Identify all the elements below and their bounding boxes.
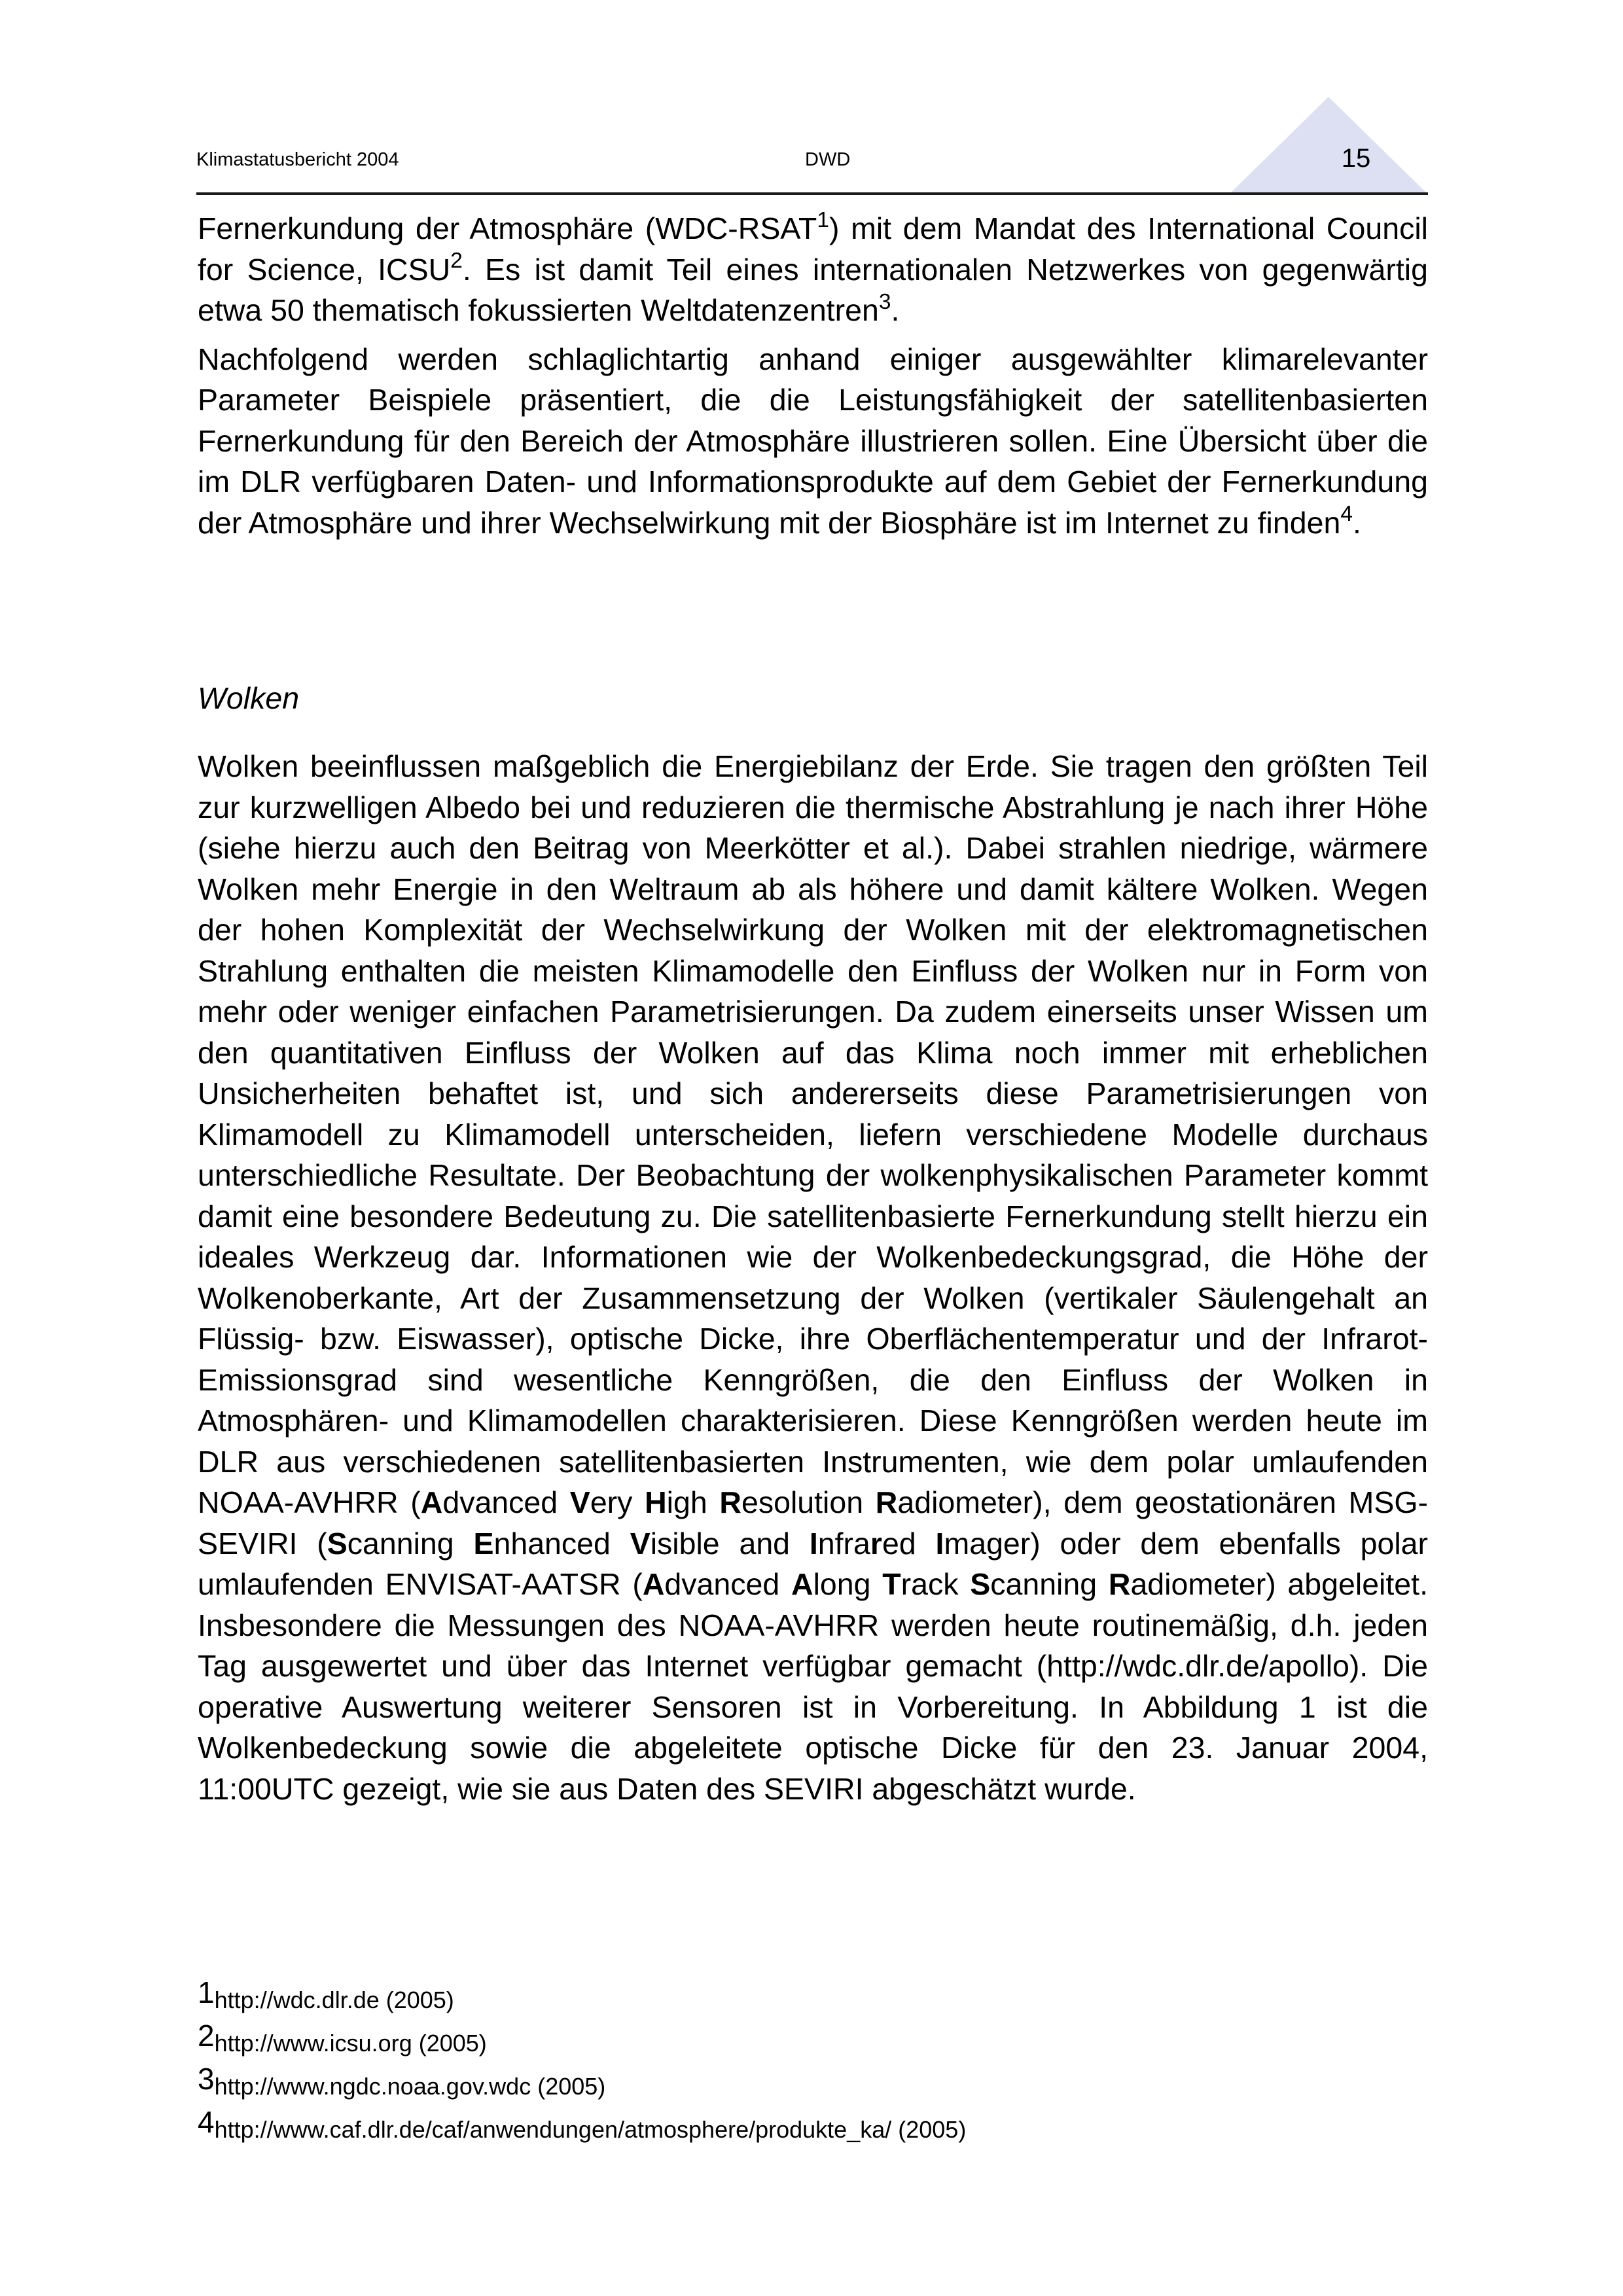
- acronym-letter: r: [870, 1526, 883, 1561]
- footnote-ref-1: 1: [817, 207, 829, 232]
- footnote-link[interactable]: http://www.icsu.org (2005): [214, 2030, 487, 2057]
- text-run: nfra: [817, 1526, 870, 1561]
- text-run: Fernerkundung der Atmosphäre (WDC-RSAT: [198, 211, 817, 245]
- acronym-letter: R: [719, 1485, 741, 1519]
- section-paragraph: [198, 746, 1428, 1809]
- footnote-1: [198, 1977, 1428, 2021]
- acronym-letter: I: [809, 1526, 818, 1561]
- acronym-letter: R: [875, 1485, 898, 1519]
- text-run: dvanced: [664, 1567, 791, 1601]
- text-run: canning: [990, 1567, 1109, 1601]
- text-run: rack: [901, 1567, 971, 1601]
- header-rule: [196, 192, 1428, 195]
- intro-paragraph-2: [198, 339, 1428, 544]
- acronym-letter: S: [327, 1526, 348, 1561]
- text-run: adiometer), dem geostationären MSG-SEVIRI (: [198, 1485, 1429, 1561]
- triangle-shape: [1229, 97, 1428, 194]
- text-run: ) mit dem Mandat des International Council for Science, ICSU: [198, 211, 1428, 287]
- text-run: adiometer) abgeleitet. Insbesondere die Messungen des NOAA-AVHRR werden heute routinemäßig, d.h. jeden Tag ausgewertet und über das Internet verfügbar gemacht (http://wdc.dlr.de/apollo). Die operative Auswertung weiterer Sensoren ist in Vorbereitung. In Abbildung 1 ist die Wolkenbedeckung sowie die abgeleitete optische Dicke für den 23. Januar 2004, 11:00UTC gezeigt, wie sie aus Daten des SEVIRI abgeschätzt wurde.: [198, 1567, 1429, 1806]
- footnote-ref-3: 3: [878, 289, 891, 314]
- page-header: [196, 131, 1428, 195]
- acronym-letter: V: [630, 1526, 651, 1561]
- text-run: Nachfolgend werden schlaglichtartig anhand einiger ausgewählter klimarelevanter Parameter Beispiele präsentiert, die die Leistungsfähigkeit der satellitenbasierten Fernerkundung für den Bereich der Atmosphäre illustrieren sollen. Eine Übersicht über die im DLR verfügbaren Daten- und Informationsprodukte auf dem Gebiet der Fernerkundung der Atmosphäre und ihrer Wechselwirkung mit der Biosphäre ist im Internet zu finden: [198, 342, 1428, 540]
- footnote-mark: 1: [198, 1975, 215, 2009]
- text-run: ed: [882, 1526, 936, 1561]
- text-run: isible and: [650, 1526, 810, 1561]
- intro-paragraph-1: [198, 208, 1428, 331]
- page-number: 15: [1341, 144, 1371, 173]
- footnote-link[interactable]: http://www.ngdc.noaa.gov.wdc (2005): [214, 2073, 606, 2100]
- acronym-letter: A: [642, 1567, 665, 1601]
- footnote-ref-2: 2: [450, 249, 463, 274]
- footnote-2: [198, 2021, 1428, 2064]
- acronym-letter: T: [882, 1567, 901, 1601]
- text-run: igh: [666, 1485, 720, 1519]
- text-run: esolution: [741, 1485, 876, 1519]
- footnote-mark: 2: [198, 2019, 215, 2053]
- section-text: [198, 746, 1428, 1809]
- footnote-ref-4: 4: [1340, 502, 1353, 527]
- text-run: nhanced: [493, 1526, 630, 1561]
- footnotes: [198, 1977, 1428, 2150]
- acronym-letter: R: [1108, 1567, 1131, 1601]
- text-run: .: [891, 293, 900, 327]
- text-run: canning: [347, 1526, 474, 1561]
- header-publisher: DWD: [805, 149, 851, 170]
- acronym-letter: V: [569, 1485, 590, 1519]
- acronym-letter: I: [935, 1526, 944, 1561]
- page-number-triangle: [1229, 97, 1428, 194]
- footnote-mark: 4: [198, 2105, 215, 2139]
- section-heading: Wolken: [198, 681, 300, 715]
- text-run: .: [1352, 505, 1361, 540]
- footnote-3: [198, 2064, 1428, 2107]
- footnote-link[interactable]: http://wdc.dlr.de (2005): [214, 1987, 454, 2013]
- footnote-mark: 3: [198, 2062, 215, 2096]
- acronym-letter: A: [791, 1567, 813, 1601]
- text-run: mager) oder dem ebenfalls polar umlaufenden ENVISAT-AATSR (: [198, 1526, 1428, 1601]
- acronym-letter: E: [473, 1526, 494, 1561]
- acronym-letter: S: [970, 1567, 991, 1601]
- footnote-link[interactable]: http://www.caf.dlr.de/caf/anwendungen/atmosphere/produkte_ka/ (2005): [214, 2116, 967, 2143]
- acronym-letter: H: [645, 1485, 667, 1519]
- text-run: dvanced: [442, 1485, 570, 1519]
- acronym-letter: A: [420, 1485, 443, 1519]
- text-run: Wolken beeinflussen maßgeblich die Energiebilanz der Erde. Sie tragen den größten Teil zur kurzwelligen Albedo bei und reduzieren die thermische Abstrahlung je nach ihrer Höhe (siehe hierzu auch den Beitrag von Meerkötter et al.). Dabei strahlen niedrige, wärmere Wolken mehr Energie in den Weltraum ab als höhere und damit kältere Wolken. Wegen der hohen Komplexität der Wechselwirkung der Wolken mit der elektromagnetischen Strahlung enthalten die meisten Klimamodelle den Einfluss der Wolken nur in Form von mehr oder weniger einfachen Parametrisierungen. Da zudem einerseits unser Wissen um den quantitativen Einfluss der Wolken auf das Klima noch immer mit erheblichen Unsicherheiten behaftet ist, und sich andererseits diese Parametrisierungen von Klimamodell zu Klimamodell unterscheiden, liefern verschiedene Modelle durchaus unterschiedliche Resultate. Der Beobachtung der wolkenphysikalischen Parameter kommt damit eine besondere Bedeutung zu. Die satellitenbasierte Fernerkundung stellt hierzu ein ideales Werkzeug dar. Informationen wie der Wolkenbedeckungsgrad, die Höhe der Wolkenoberkante, Art der Zusammensetzung der Wolken (vertikaler Säulengehalt an Flüssig- bzw. Eiswasser), optische Dicke, ihre Oberflächentemperatur und der Infrarot-Emissionsgrad sind wesentliche Kenngrößen, die den Einfluss der Wolken in Atmosphären- und Klimamodellen charakterisieren. Diese Kenngrößen werden heute im DLR aus verschiedenen satellitenbasierten Instrumenten, wie dem polar umlaufenden NOAA-AVHRR (: [198, 749, 1428, 1519]
- text-run: ery: [590, 1485, 645, 1519]
- text-run: . Es ist damit Teil eines internationalen Netzwerkes von gegenwärtig etwa 50 thematisch fokussierten Weltdatenzentren: [198, 252, 1428, 327]
- intro-text: [198, 208, 1428, 543]
- text-run: long: [813, 1567, 883, 1601]
- header-report-title: Klimastatusbericht 2004: [196, 149, 399, 170]
- footnote-4: [198, 2107, 1428, 2150]
